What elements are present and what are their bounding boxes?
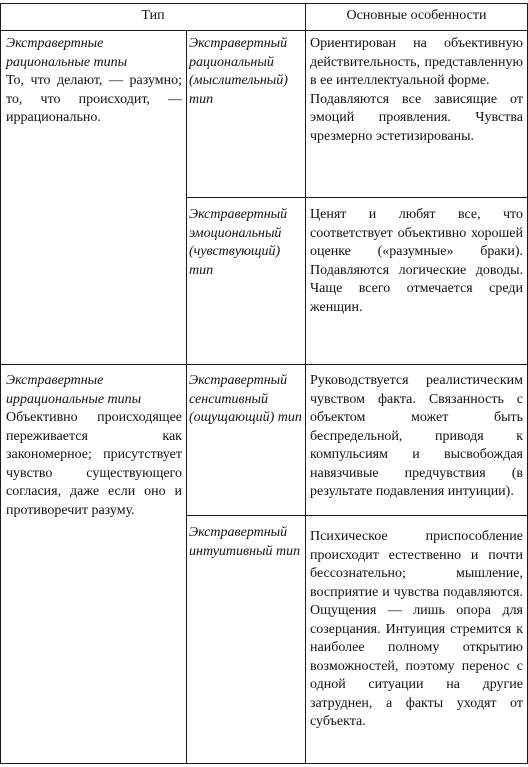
rule-mid-2 bbox=[305, 3, 306, 763]
feature-paragraph: Ориентирован на объективную действительность, представленную в ее интеллектуальной форме. bbox=[310, 36, 523, 88]
type-name: Экстравертный интуитивный тип bbox=[189, 525, 301, 559]
feature-paragraph: Руководствуется реалистическим чувством факта. Связанность с объектом может быть беспредельной, приводя к компульсиям и высвобождая навязчивые предчувствия (в результате подавления интуиции). bbox=[310, 373, 523, 499]
header-type: Тип bbox=[141, 8, 165, 23]
rule-mid-1 bbox=[186, 30, 187, 763]
rule-left bbox=[0, 3, 1, 763]
feature-paragraph: Ценят и любят все, что соответствует объективно хорошей оценке («разумные» браки). Подавляются логические доводы. Чаще всего отмечается среди женщин. bbox=[310, 207, 523, 315]
features-cell bbox=[310, 528, 523, 732]
rule-group bbox=[0, 364, 528, 365]
group-title: Экстравертные рациональные типы bbox=[6, 36, 128, 70]
rule-row-1 bbox=[186, 197, 528, 198]
features-cell bbox=[310, 35, 523, 146]
feature-paragraph: Психическое приспособление происходит естественно и почти бессознательно; мышление, восприятие и чувства подавляются. Ощущения — лишь опора для созерцания. Интуиция стремится к наиболее полному открытию возможностей, поэтому перенос с одной ситуации на другие затруднен, а факты уходят от субъекта. bbox=[310, 529, 523, 729]
rule-header bbox=[0, 30, 528, 31]
rule-row-3 bbox=[186, 515, 528, 516]
type-name: Экстравертный рациональный (мыслительный) тип bbox=[189, 36, 288, 107]
features-cell bbox=[310, 372, 523, 502]
rule-top bbox=[0, 3, 528, 4]
rule-bottom bbox=[0, 763, 528, 764]
group-cell bbox=[6, 35, 182, 128]
type-name: Экстравертный эмоциональный (чувствующий) тип bbox=[189, 207, 288, 278]
group-title: Экстравертные иррациональные типы bbox=[6, 373, 142, 407]
header-features: Основные особенности bbox=[346, 8, 487, 23]
type-name: Экстравертный сенситивный (ощущающий) тип bbox=[189, 373, 302, 425]
feature-paragraph: Подавляются все зависящие от эмоций проявления. Чувства чрезмерно эстетизированы. bbox=[310, 91, 523, 144]
group-description: Объективно происходящее переживается как закономерное; присутствует чувство существующего согласия, даже если оно и противоречит разуму. bbox=[6, 410, 182, 518]
group-description: То, что делают, — разумно; то, что происходит, — иррационально. bbox=[6, 73, 182, 125]
group-cell bbox=[6, 372, 182, 520]
features-cell bbox=[310, 206, 523, 317]
